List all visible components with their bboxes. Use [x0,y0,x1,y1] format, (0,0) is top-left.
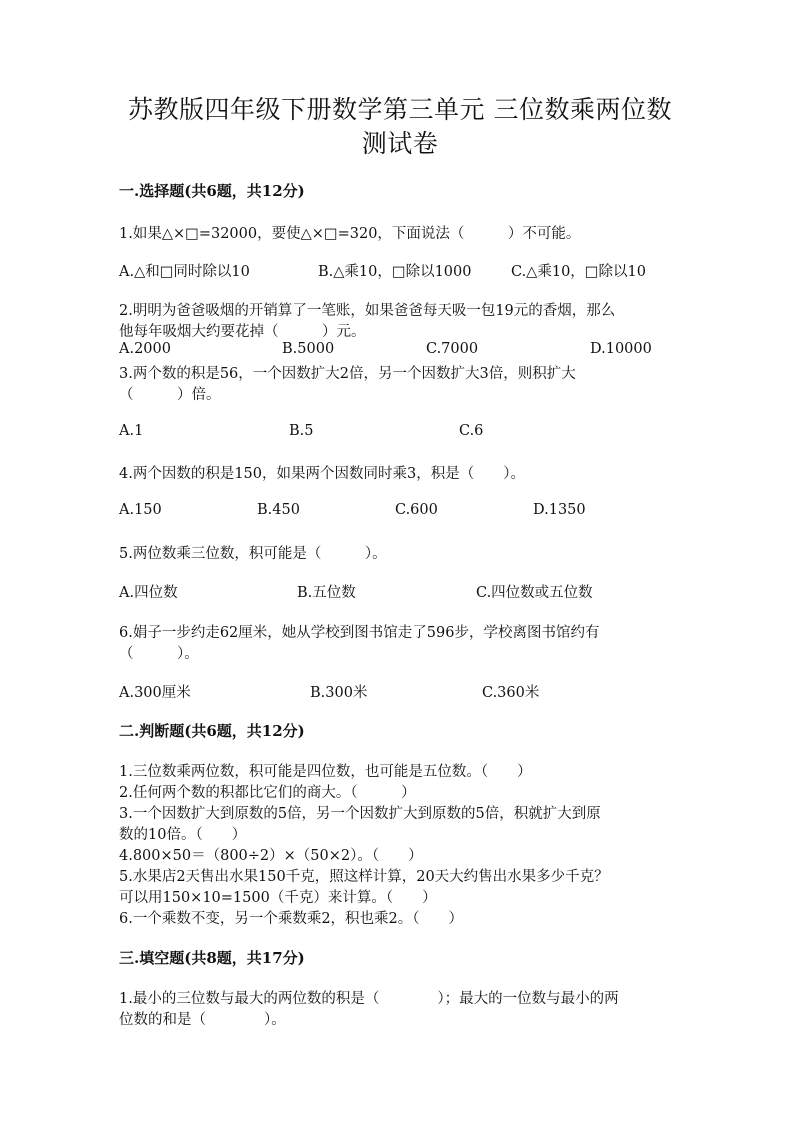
question-3-option-b: B.5 [289,423,314,439]
judge-line-3: 3.一个因数扩大到原数的5倍，另一个因数扩大到原数的5倍，积就扩大到原 [119,806,601,822]
question-6-option-c: C.360米 [482,685,540,701]
question-4-stem: 4.两个因数的积是150，如果两个因数同时乘3，积是（ ）。 [119,466,525,482]
question-3-option-a: A.1 [119,423,144,439]
question-2-option-d: D.10000 [590,341,652,357]
exam-title-line2: 测试卷 [361,129,439,158]
question-6-stem-line1: 6.娟子一步约走62厘米，她从学校到图书馆走了596步，学校离图书馆约有 [119,625,600,641]
question-6-option-a: A.300厘米 [119,685,191,701]
question-5-option-a: A.四位数 [119,585,178,601]
question-2-option-c: C.7000 [426,341,479,357]
question-3-stem-line2: （ ）倍。 [119,387,221,403]
question-6-stem-line2: （ ）。 [119,646,199,662]
question-3-option-c: C.6 [459,423,484,439]
question-6-option-b: B.300米 [310,685,368,701]
fill-line-1: 1.最小的三位数与最大的两位数的积是（ ）；最大的一位数与最小的两 [119,991,619,1007]
question-2-stem-line2: 他每年吸烟大约要花掉（ ）元。 [119,324,366,340]
judge-line-4: 数的10倍。（ ） [119,827,247,843]
question-5-option-b: B.五位数 [297,585,356,601]
question-5-option-c: C.四位数或五位数 [476,585,593,601]
question-1-option-a: A.△和□同时除以10 [119,264,250,280]
judge-line-6: 5.水果店2天售出水果150千克，照这样计算，20天大约售出水果多少千克？ [119,869,609,885]
question-4-option-b: B.450 [257,502,300,518]
judge-line-2: 2.任何两个数的积都比它们的商大。（ ） [119,785,416,801]
question-2-stem-line1: 2.明明为爸爸吸烟的开销算了一笔账，如果爸爸每天吸一包19元的香烟，那么 [119,303,616,319]
fill-line-2: 位数的和是（ ）。 [119,1012,286,1028]
judge-line-8: 6.一个乘数不变，另一个乘数乘2，积也乘2。（ ） [119,911,464,927]
judge-line-5: 4.800×50＝（800÷2）×（50×2）。（ ） [119,848,423,864]
question-1-option-c: C.△乘10，□除以10 [511,264,646,280]
question-4-option-c: C.600 [395,502,438,518]
question-4-option-a: A.150 [119,502,162,518]
section-heading-fill: 三.填空题(共8题，共17分) [119,949,305,967]
question-2-option-a: A.2000 [119,341,171,357]
question-4-option-d: D.1350 [533,502,586,518]
section-heading-judge: 二.判断题(共6题，共12分) [119,722,305,740]
judge-line-7: 可以用150×10=1500（千克）来计算。（ ） [119,890,437,906]
question-5-stem: 5.两位数乘三位数，积可能是（ ）。 [119,546,387,562]
question-1-option-b: B.△乘10，□除以1000 [318,264,472,280]
section-heading-choice: 一.选择题(共6题，共12分) [119,182,305,200]
exam-title-line1: 苏教版四年级下册数学第三单元 三位数乘两位数 [128,95,672,124]
question-3-stem-line1: 3.两个数的积是56，一个因数扩大2倍，另一个因数扩大3倍，则积扩大 [119,366,576,382]
question-1-stem: 1.如果△×□=32000，要使△×□=320，下面说法（ ）不可能。 [119,226,581,242]
judge-line-1: 1.三位数乘两位数，积可能是四位数，也可能是五位数。（ ） [119,764,532,780]
question-2-option-b: B.5000 [282,341,335,357]
